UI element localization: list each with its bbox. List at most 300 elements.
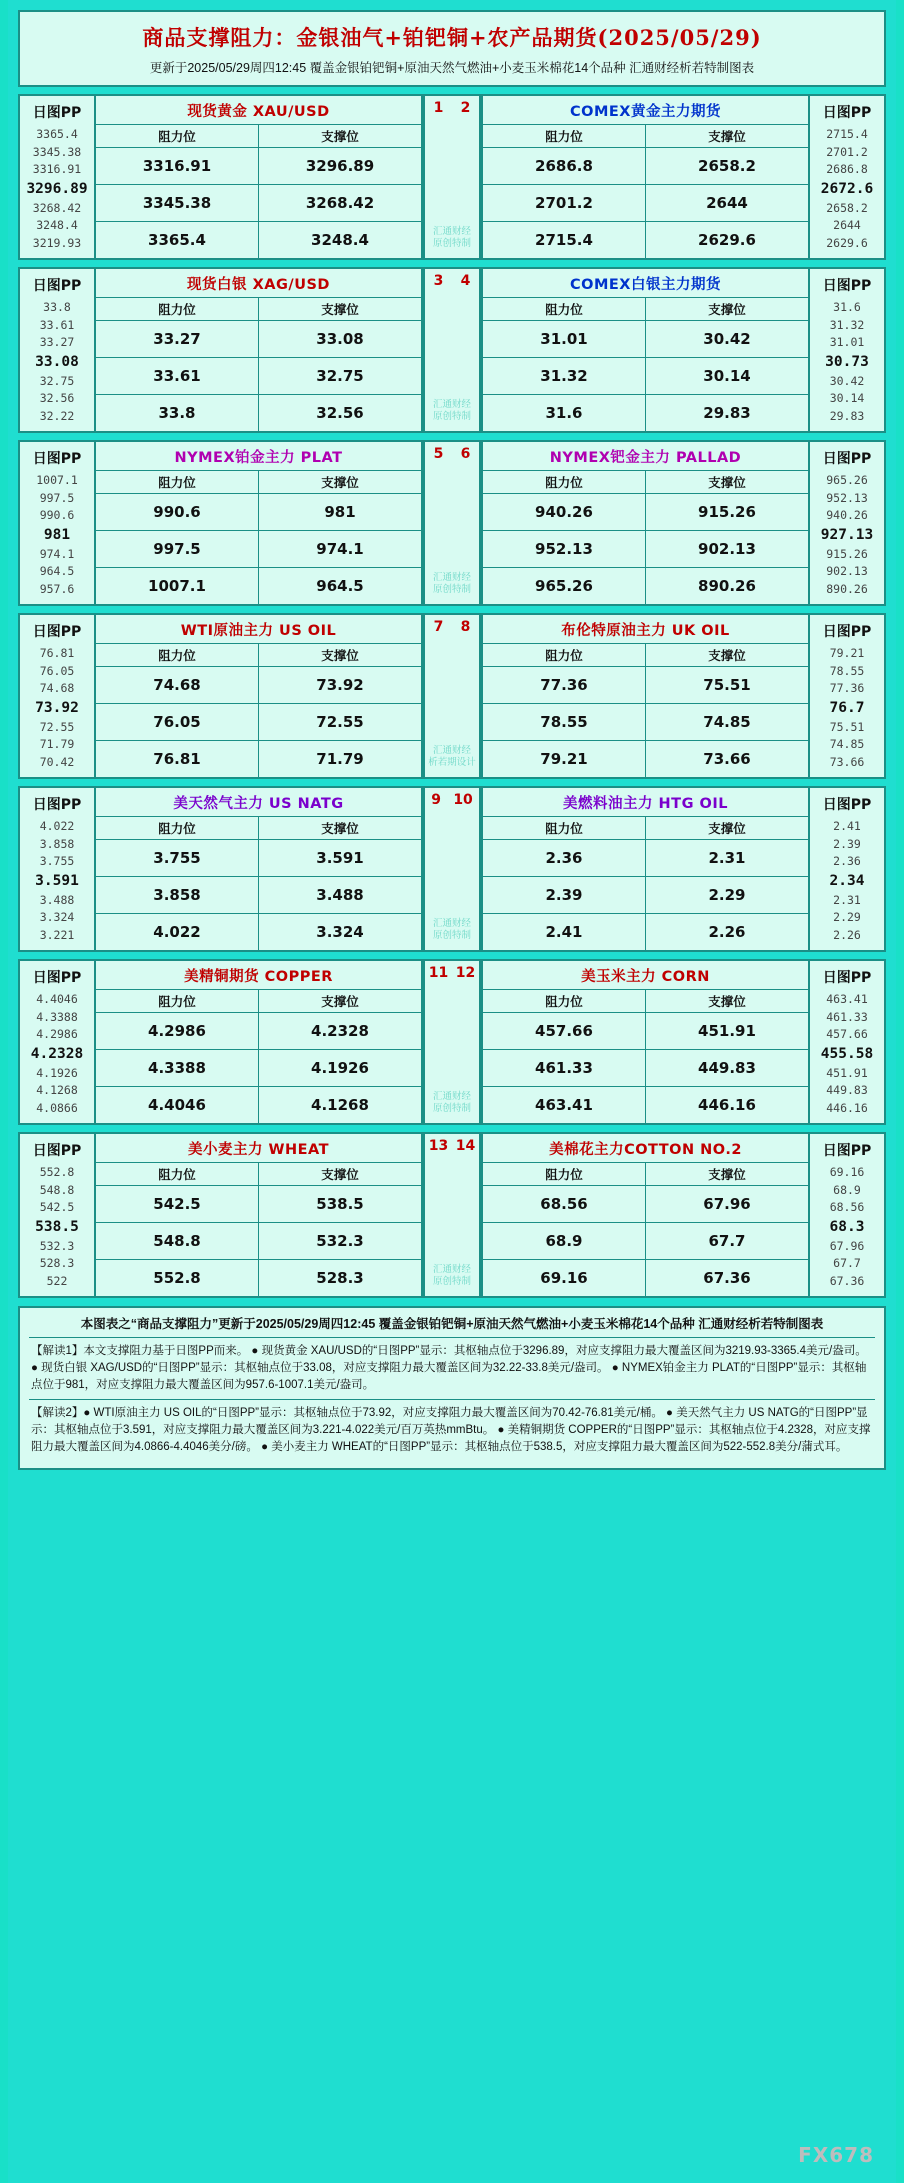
column-header: 支撑位 <box>646 125 809 148</box>
levels-table <box>96 1162 421 1296</box>
fx678-watermark: FX678 <box>798 2143 874 2167</box>
footer <box>18 1306 886 1470</box>
level-value: 952.13 <box>826 490 868 505</box>
column-header: 阻力位 <box>96 298 259 321</box>
level-value: 30.14 <box>829 391 865 405</box>
level-value: 3.488 <box>39 892 75 907</box>
column-header: 阻力位 <box>483 990 646 1013</box>
level-value: 74.85 <box>829 737 865 751</box>
instrument-title: 美小麦主力 WHEAT <box>187 1142 330 1158</box>
pivot-levels-right <box>810 961 884 1123</box>
watermark-line: 原创特制 <box>432 584 471 595</box>
level-value: 2701.2 <box>826 144 868 159</box>
table-cell: 2.36 <box>483 840 646 877</box>
instrument-block <box>18 267 886 433</box>
levels-table <box>96 297 421 431</box>
table-row <box>483 222 808 259</box>
table-row <box>483 568 808 605</box>
levels-table <box>96 816 421 950</box>
left-rail <box>0 0 8 2183</box>
level-value: 2715.4 <box>826 127 868 141</box>
table-cell: 552.8 <box>153 1269 201 1287</box>
level-value: 2658.2 <box>826 200 868 215</box>
table-cell: 67.7 <box>646 1223 809 1260</box>
column-header: 支撑位 <box>646 471 809 494</box>
level-value: 76.05 <box>39 663 75 678</box>
table-cell: 974.1 <box>259 531 422 568</box>
levels-table <box>483 643 808 777</box>
table-cell: 2686.8 <box>483 148 646 185</box>
levels-table <box>96 989 421 1123</box>
column-header: 阻力位 <box>96 471 259 494</box>
table-cell: 3.755 <box>96 840 259 877</box>
level-value: 69.16 <box>829 1165 865 1179</box>
table-cell: 29.83 <box>646 395 809 432</box>
level-value: 3.221 <box>39 927 75 942</box>
level-value: 67.7 <box>833 1256 861 1270</box>
table-cell: 532.3 <box>259 1223 422 1260</box>
column-header: 支撑位 <box>646 298 809 321</box>
table-row <box>96 1186 421 1223</box>
levels-table <box>483 297 808 431</box>
column-header: 阻力位 <box>96 1163 259 1186</box>
pivot-levels-right <box>810 615 884 777</box>
table-cell: 457.66 <box>483 1013 646 1050</box>
watermark-line: 汇通财经 <box>432 572 471 583</box>
instrument-block <box>18 786 886 952</box>
watermark-line: 汇通财经 <box>432 745 471 756</box>
table-cell: 3365.4 <box>148 231 206 249</box>
level-value: 964.5 <box>39 564 75 578</box>
page-title: 商品支撑阻力：金银油气+铂钯铜+农产品期货(2025/05/29) <box>142 25 762 50</box>
level-value: 32.22 <box>39 408 75 423</box>
level-value: 71.79 <box>39 737 75 751</box>
pivot-levels-right <box>810 269 884 431</box>
column-header: 支撑位 <box>646 644 809 667</box>
level-value: 4.022 <box>39 819 75 833</box>
watermark-text <box>433 1091 471 1123</box>
level-value: 33.8 <box>43 300 71 314</box>
level-value: 890.26 <box>826 581 868 596</box>
table-cell: 2715.4 <box>535 231 593 249</box>
watermark-text <box>433 1264 471 1296</box>
level-value: 2.31 <box>833 892 861 907</box>
instrument-title: 布伦特原油主力 UK OIL <box>561 623 730 639</box>
index-column <box>423 615 481 777</box>
table-row <box>96 1260 421 1297</box>
pp-label: 日图PP <box>32 105 82 121</box>
watermark-line: 原创特制 <box>432 1103 471 1114</box>
level-value: 2.26 <box>833 927 861 942</box>
index-column <box>423 788 481 950</box>
table-row <box>96 185 421 222</box>
level-value: 965.26 <box>826 473 868 487</box>
instrument-block <box>18 613 886 779</box>
table-cell: 75.51 <box>646 667 809 704</box>
pivot-levels-left <box>20 269 94 431</box>
level-value: 3219.93 <box>32 235 82 250</box>
level-value: 2.39 <box>833 836 861 851</box>
levels-table <box>96 124 421 258</box>
level-value: 68.9 <box>833 1182 861 1197</box>
level-value: 75.51 <box>829 719 865 734</box>
panel-index: 9 <box>431 792 441 808</box>
watermark-line: 原创特制 <box>432 238 471 249</box>
table-row <box>483 667 808 704</box>
level-value: 902.13 <box>826 564 868 578</box>
level-value: 4.1926 <box>36 1065 78 1080</box>
table-cell: 76.81 <box>153 750 201 768</box>
level-value: 33.61 <box>39 317 75 332</box>
column-header: 阻力位 <box>483 1163 646 1186</box>
instrument-panel-right <box>481 269 810 431</box>
instrument-title: NYMEX钯金主力 PALLAD <box>549 450 742 466</box>
column-header: 支撑位 <box>259 990 422 1013</box>
table-cell: 4.4046 <box>148 1096 206 1114</box>
column-header: 阻力位 <box>96 817 259 840</box>
table-row <box>483 1186 808 1223</box>
table-cell: 3345.38 <box>96 185 259 222</box>
table-row <box>483 1087 808 1124</box>
table-cell: 3316.91 <box>96 148 259 185</box>
pivot-value: 4.2328 <box>30 1045 84 1062</box>
level-value: 461.33 <box>826 1009 868 1024</box>
level-value: 32.56 <box>39 391 75 405</box>
table-cell: 74.68 <box>96 667 259 704</box>
right-rail <box>896 0 904 2183</box>
table-cell: 451.91 <box>646 1013 809 1050</box>
table-row <box>483 321 808 358</box>
table-row <box>96 914 421 951</box>
table-cell: 2.39 <box>483 877 646 914</box>
column-header: 阻力位 <box>96 125 259 148</box>
table-cell: 915.26 <box>646 494 809 531</box>
instrument-panel-right <box>481 1134 810 1296</box>
table-cell: 965.26 <box>535 577 593 595</box>
table-row <box>96 1050 421 1087</box>
level-value: 449.83 <box>826 1083 868 1097</box>
pivot-value: 981 <box>43 526 71 543</box>
blocks-container <box>18 94 886 1298</box>
level-value: 3.858 <box>39 836 75 851</box>
index-column <box>423 96 481 258</box>
pivot-value: 73.92 <box>35 699 79 716</box>
instrument-panel-left <box>94 1134 423 1296</box>
table-cell: 32.56 <box>259 395 422 432</box>
instrument-block <box>18 94 886 260</box>
level-value: 4.4046 <box>36 992 78 1006</box>
instrument-title: 美燃料油主力 HTG OIL <box>563 796 728 812</box>
level-value: 940.26 <box>826 508 868 522</box>
table-row <box>96 568 421 605</box>
pivot-value: 927.13 <box>820 526 874 543</box>
column-header: 支撑位 <box>646 1163 809 1186</box>
pp-label: 日图PP <box>822 278 872 294</box>
levels-table <box>96 643 421 777</box>
levels-table <box>483 1162 808 1296</box>
pivot-value: 2.34 <box>829 872 865 889</box>
table-row <box>483 914 808 951</box>
table-cell: 3.858 <box>96 877 259 914</box>
level-value: 2.36 <box>833 854 861 868</box>
table-row <box>483 494 808 531</box>
panel-index: 6 <box>460 446 471 462</box>
watermark-text <box>428 745 476 777</box>
column-header: 阻力位 <box>483 125 646 148</box>
table-row <box>96 148 421 185</box>
instrument-title: NYMEX铂金主力 PLAT <box>174 450 343 466</box>
level-value: 522 <box>46 1273 68 1288</box>
pp-label: 日图PP <box>822 624 872 640</box>
instrument-title: COMEX黄金主力期货 <box>570 104 721 120</box>
level-value: 74.68 <box>39 681 75 695</box>
pivot-levels-right <box>810 96 884 258</box>
table-cell: 74.85 <box>646 704 809 741</box>
table-cell: 3.488 <box>259 877 422 914</box>
pp-label: 日图PP <box>822 797 872 813</box>
table-cell: 3.324 <box>259 914 422 951</box>
table-row <box>483 741 808 778</box>
panel-index: 1 <box>433 100 444 116</box>
levels-table <box>96 470 421 604</box>
level-value: 31.6 <box>833 300 861 314</box>
level-value: 528.3 <box>39 1256 75 1270</box>
table-cell: 33.61 <box>96 358 259 395</box>
level-value: 68.56 <box>829 1200 865 1214</box>
table-cell: 4.1268 <box>259 1087 422 1124</box>
level-value: 3248.4 <box>36 218 78 232</box>
table-cell: 997.5 <box>96 531 259 568</box>
footer-main-text: 本图表之“商品支撑阻力”更新于2025/05/29周四12:45 覆盖金银铂钯铜+原油天然气燃油+小麦玉米棉花14个品种 汇通财经析若特制图表 <box>80 1317 824 1331</box>
column-header: 阻力位 <box>483 817 646 840</box>
watermark-text <box>433 399 471 431</box>
table-cell: 76.05 <box>96 704 259 741</box>
level-value: 31.32 <box>829 317 865 332</box>
table-cell: 449.83 <box>646 1050 809 1087</box>
pivot-levels-left <box>20 1134 94 1296</box>
table-cell: 78.55 <box>483 704 646 741</box>
pivot-value: 538.5 <box>35 1218 79 1235</box>
table-row <box>96 741 421 778</box>
level-value: 4.0866 <box>36 1100 78 1115</box>
level-value: 73.66 <box>829 754 865 769</box>
column-header: 阻力位 <box>96 990 259 1013</box>
table-cell: 72.55 <box>259 704 422 741</box>
level-value: 79.21 <box>829 646 865 660</box>
column-header: 支撑位 <box>259 817 422 840</box>
column-header: 阻力位 <box>96 644 259 667</box>
watermark-line: 析若期设计 <box>428 757 476 768</box>
pivot-value: 68.3 <box>829 1218 865 1235</box>
pivot-value: 3.591 <box>35 872 79 889</box>
level-value: 2686.8 <box>826 162 868 176</box>
level-value: 3.755 <box>39 854 75 868</box>
table-row <box>96 222 421 259</box>
instrument-block <box>18 1132 886 1298</box>
table-row <box>483 1223 808 1260</box>
pp-label: 日图PP <box>822 1143 872 1159</box>
pp-label: 日图PP <box>32 278 82 294</box>
table-cell: 31.6 <box>545 404 583 422</box>
watermark-line: 汇通财经 <box>432 1091 471 1102</box>
panel-index: 4 <box>460 273 471 289</box>
instrument-title: WTI原油主力 US OIL <box>180 623 337 639</box>
pivot-value: 30.73 <box>825 353 869 370</box>
table-cell: 68.9 <box>483 1223 646 1260</box>
levels-table <box>483 816 808 950</box>
level-value: 4.2986 <box>36 1027 78 1041</box>
pivot-levels-left <box>20 961 94 1123</box>
level-value: 4.3388 <box>36 1009 78 1024</box>
panel-index: 10 <box>453 792 473 808</box>
table-cell: 2629.6 <box>646 222 809 259</box>
instrument-title: 美玉米主力 CORN <box>581 969 710 985</box>
pivot-value: 455.58 <box>820 1045 874 1062</box>
table-cell: 31.32 <box>483 358 646 395</box>
table-row <box>96 840 421 877</box>
table-row <box>483 185 808 222</box>
table-cell: 2.29 <box>646 877 809 914</box>
pp-label: 日图PP <box>32 451 82 467</box>
table-cell: 3.591 <box>259 840 422 877</box>
table-cell: 31.01 <box>483 321 646 358</box>
watermark-line: 汇通财经 <box>432 399 471 410</box>
level-value: 532.3 <box>39 1238 75 1253</box>
level-value: 915.26 <box>826 546 868 561</box>
pivot-levels-right <box>810 1134 884 1296</box>
watermark-line: 原创特制 <box>432 411 471 422</box>
column-header: 阻力位 <box>483 644 646 667</box>
table-cell: 461.33 <box>483 1050 646 1087</box>
table-row <box>96 321 421 358</box>
pivot-levels-right <box>810 442 884 604</box>
table-cell: 4.3388 <box>96 1050 259 1087</box>
level-value: 77.36 <box>829 681 865 695</box>
instrument-title: COMEX白银主力期货 <box>570 277 721 293</box>
table-cell: 79.21 <box>540 750 588 768</box>
panel-index: 13 <box>428 1138 449 1154</box>
level-value: 4.1268 <box>36 1083 78 1097</box>
table-cell: 990.6 <box>96 494 259 531</box>
watermark-line: 汇通财经 <box>432 918 471 929</box>
level-value: 31.01 <box>829 335 865 349</box>
level-value: 32.75 <box>39 373 75 388</box>
pp-label: 日图PP <box>822 105 872 121</box>
panel-index: 5 <box>433 446 444 462</box>
pivot-levels-left <box>20 442 94 604</box>
column-header: 阻力位 <box>483 298 646 321</box>
levels-table <box>483 989 808 1123</box>
table-cell: 548.8 <box>96 1223 259 1260</box>
level-value: 29.83 <box>829 408 865 423</box>
instrument-panel-right <box>481 615 810 777</box>
table-cell: 33.08 <box>259 321 422 358</box>
pivot-value: 76.7 <box>829 699 865 716</box>
table-cell: 33.27 <box>96 321 259 358</box>
pivot-levels-left <box>20 788 94 950</box>
table-cell: 2.41 <box>545 923 583 941</box>
pp-label: 日图PP <box>32 970 82 986</box>
table-cell: 71.79 <box>259 741 422 778</box>
table-cell: 4.2986 <box>96 1013 259 1050</box>
instrument-title: 美精铜期货 COPPER <box>184 969 333 985</box>
levels-table <box>483 470 808 604</box>
index-column <box>423 442 481 604</box>
watermark-line: 原创特制 <box>432 930 471 941</box>
level-value: 2644 <box>833 218 861 232</box>
pivot-levels-right <box>810 788 884 950</box>
table-cell: 890.26 <box>646 568 809 605</box>
level-value: 957.6 <box>39 581 75 596</box>
level-value: 67.96 <box>829 1238 865 1253</box>
watermark-line: 汇通财经 <box>432 226 471 237</box>
table-cell: 4.1926 <box>259 1050 422 1087</box>
footer-note-2: 【解读2】● WTI原油主力 US OIL的“日图PP”显示：其枢轴点位于73.92，对应支撑阻力最大覆盖区间为70.42-76.81美元/桶。 ● 美天然气主力 US NATG的“日图PP”显示：其枢轴点位于3.591，对应支撑阻力最大覆盖区间为3.221-4.022美元/百万英热mmBtu。 ● 美精铜期货 COPPER的“日图PP”显示：其枢轴点位于4.2328，对应支撑阻力最大覆盖区间为4.0866-4.4046美分/磅。 ● 美小麦主力 WHEAT的“日图PP”显示：其枢轴点位于538.5，对应支撑阻力最大覆盖区间为522-552.8美分/蒲式耳。 <box>29 1399 875 1461</box>
table-row <box>96 877 421 914</box>
level-value: 2.29 <box>833 910 861 924</box>
level-value: 997.5 <box>39 490 75 505</box>
watermark-text <box>433 918 471 950</box>
table-cell: 2.31 <box>646 840 809 877</box>
table-cell: 528.3 <box>259 1260 422 1297</box>
level-value: 457.66 <box>826 1027 868 1041</box>
table-row <box>483 531 808 568</box>
table-cell: 3248.4 <box>259 222 422 259</box>
level-value: 974.1 <box>39 546 75 561</box>
level-value: 446.16 <box>826 1100 868 1115</box>
instrument-panel-left <box>94 788 423 950</box>
instrument-panel-right <box>481 96 810 258</box>
table-cell: 538.5 <box>259 1186 422 1223</box>
level-value: 2.41 <box>833 819 861 833</box>
instrument-title: 现货黄金 XAU/USD <box>187 104 330 120</box>
panel-index: 7 <box>433 619 444 635</box>
index-column <box>423 961 481 1123</box>
panel-index: 14 <box>455 1138 476 1154</box>
header-subtitle: 更新于2025/05/29周四12:45 覆盖金银铂钯铜+原油天然气燃油+小麦玉米棉花14个品种 汇通财经析若特制图表 <box>149 61 755 75</box>
level-value: 3268.42 <box>32 200 82 215</box>
table-row <box>483 358 808 395</box>
table-cell: 542.5 <box>96 1186 259 1223</box>
instrument-title: 美棉花主力COTTON NO.2 <box>549 1142 742 1158</box>
table-cell: 902.13 <box>646 531 809 568</box>
instrument-panel-left <box>94 961 423 1123</box>
table-row <box>96 1013 421 1050</box>
table-cell: 73.66 <box>646 741 809 778</box>
table-row <box>483 148 808 185</box>
table-cell: 952.13 <box>483 531 646 568</box>
panel-index: 2 <box>460 100 471 116</box>
table-row <box>96 395 421 432</box>
index-column <box>423 1134 481 1296</box>
pivot-value: 2672.6 <box>820 180 874 197</box>
level-value: 33.27 <box>39 335 75 349</box>
level-value: 1007.1 <box>36 473 78 487</box>
table-row <box>483 395 808 432</box>
table-row <box>96 1087 421 1124</box>
level-value: 3365.4 <box>36 127 78 141</box>
table-cell: 3268.42 <box>259 185 422 222</box>
panel-index: 3 <box>433 273 444 289</box>
table-row <box>96 1223 421 1260</box>
table-cell: 1007.1 <box>148 577 206 595</box>
level-value: 548.8 <box>39 1182 75 1197</box>
instrument-panel-right <box>481 788 810 950</box>
pp-label: 日图PP <box>32 1143 82 1159</box>
table-row <box>483 840 808 877</box>
level-value: 542.5 <box>39 1200 75 1214</box>
table-cell: 68.56 <box>483 1186 646 1223</box>
